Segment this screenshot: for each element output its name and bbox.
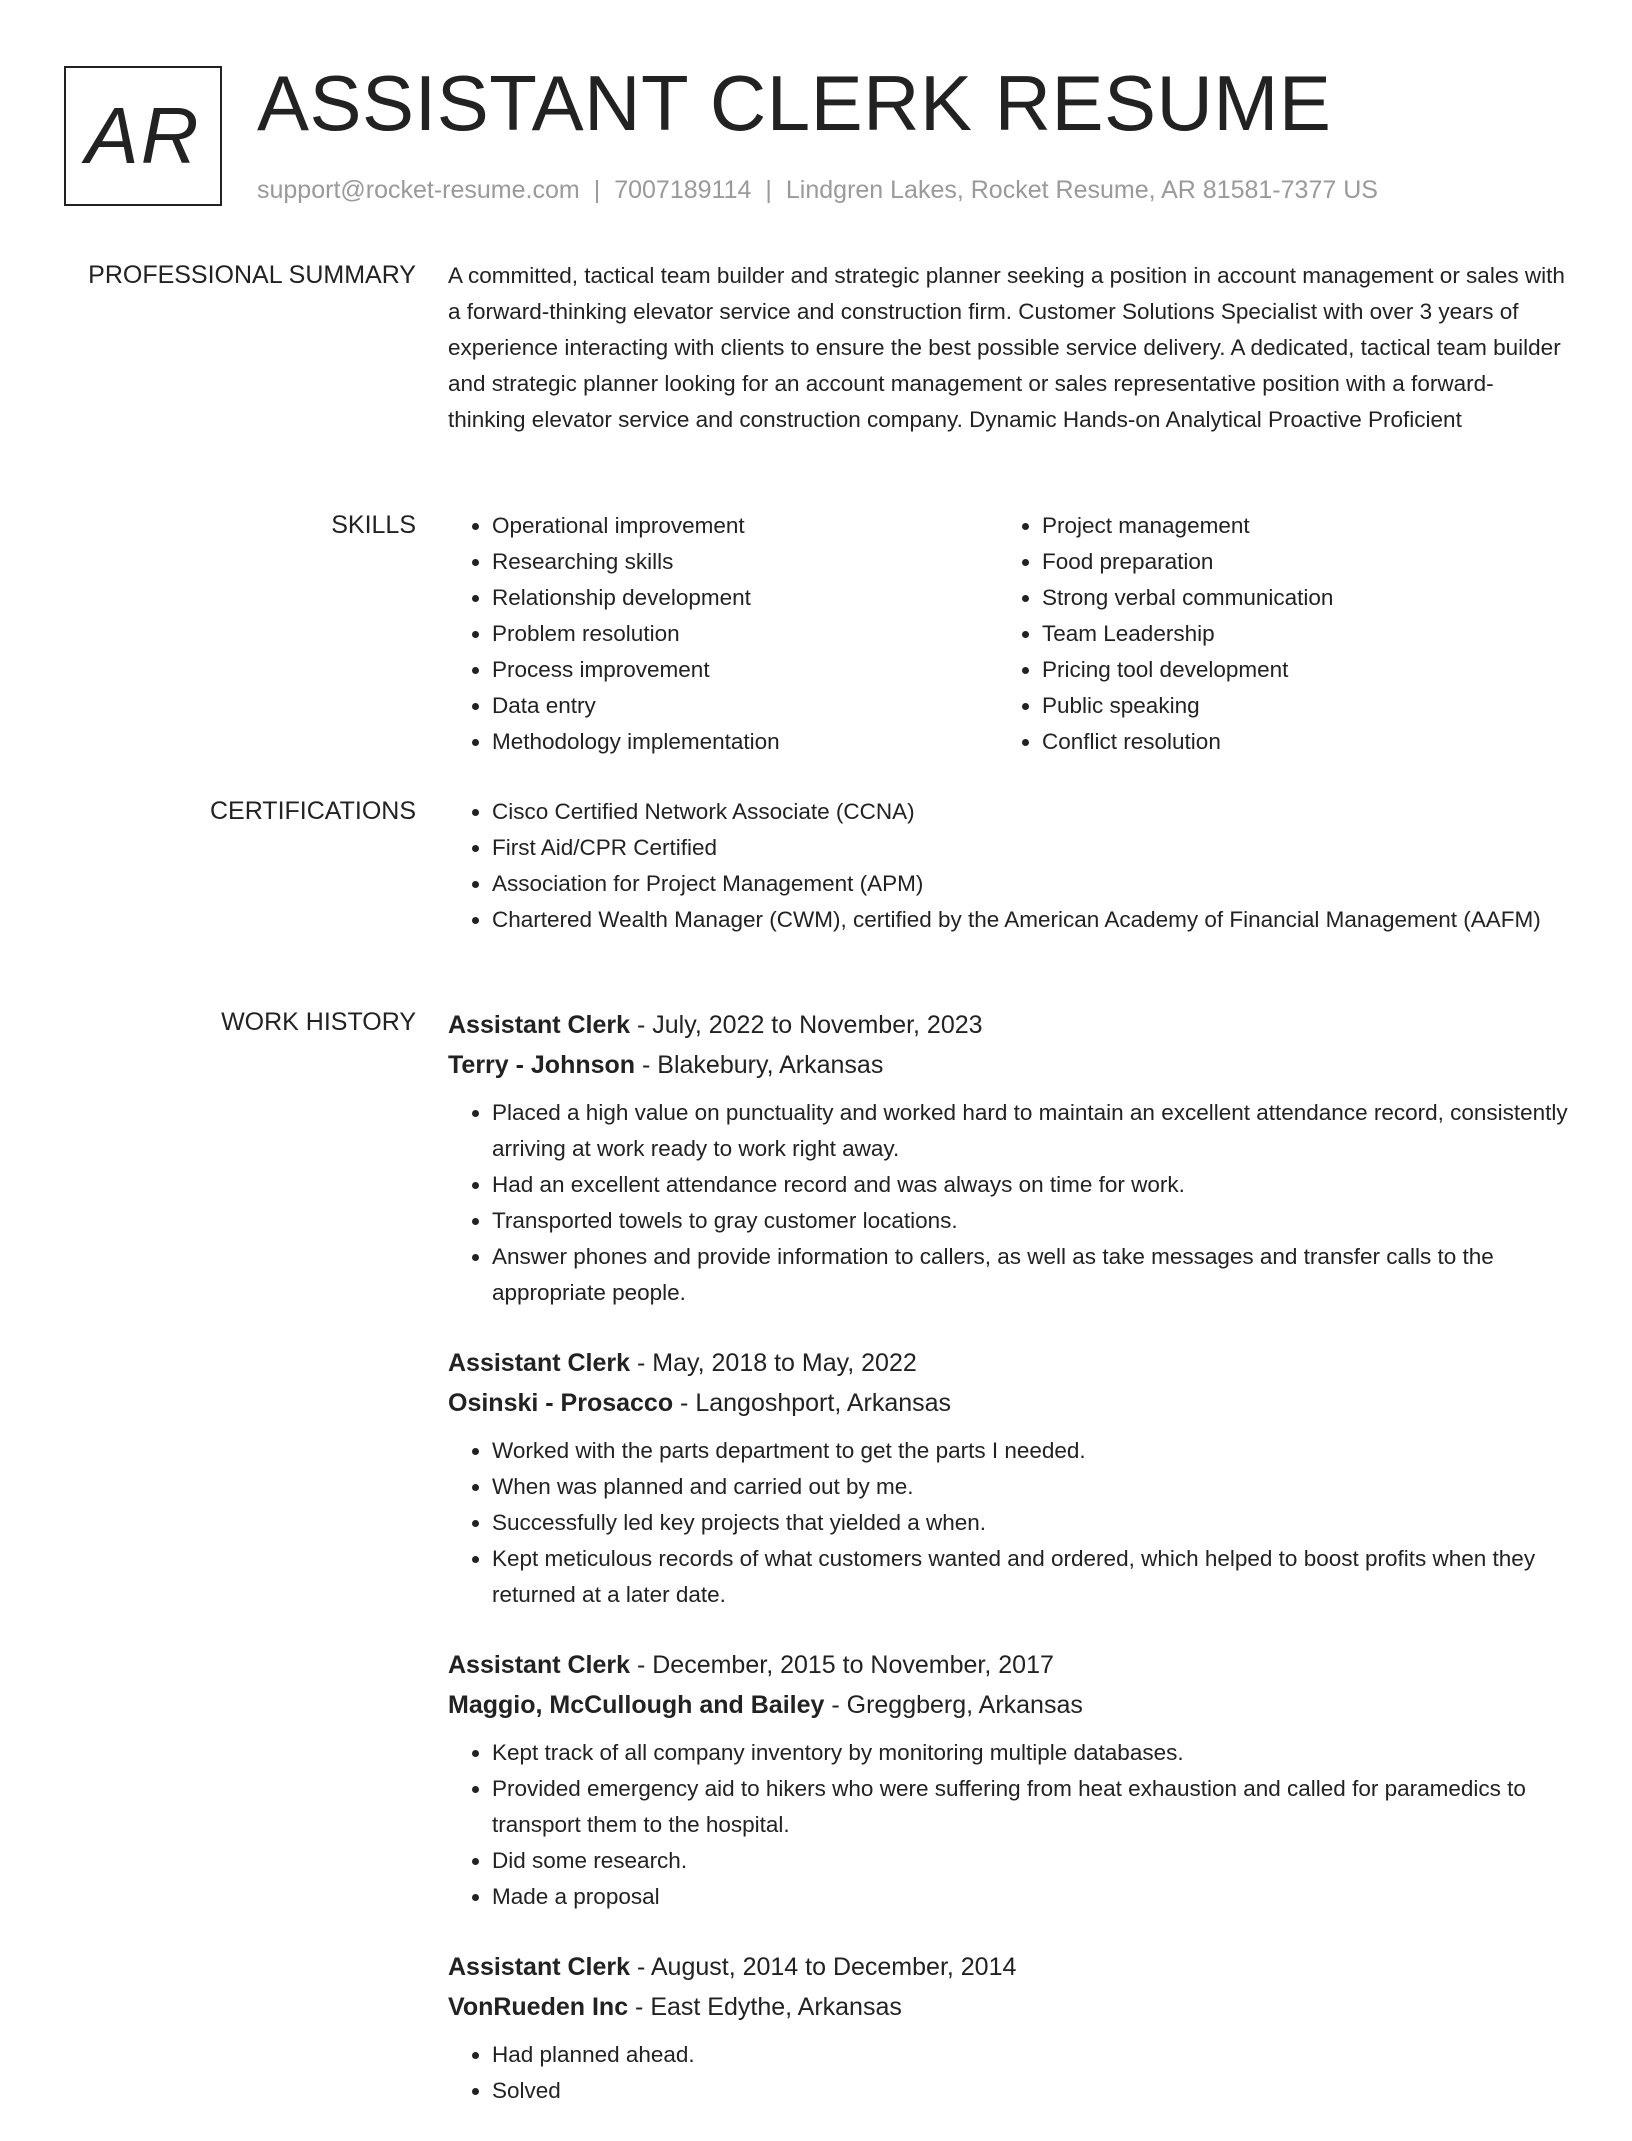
- summary-label: PROFESSIONAL SUMMARY: [88, 261, 416, 289]
- contact-separator: |: [765, 176, 772, 204]
- list-item: • Had planned ahead.: [492, 2037, 1568, 2073]
- list-item: • Public speaking: [1042, 688, 1548, 724]
- job-company: Terry - Johnson: [448, 1051, 636, 1079]
- job-entry: [448, 1005, 1568, 1311]
- skills-list-left: [448, 508, 998, 760]
- skills-label: SKILLS: [331, 511, 416, 539]
- list-item: • Worked with the parts department to get the parts I needed.: [492, 1433, 1568, 1469]
- job-location: - Langoshport, Arkansas: [673, 1389, 952, 1417]
- list-item: • Problem resolution: [492, 616, 998, 652]
- job-dates: - May, 2018 to May, 2022: [630, 1349, 917, 1377]
- job-company: Maggio, McCullough and Bailey: [448, 1691, 825, 1719]
- list-item: • Methodology implementation: [492, 724, 998, 760]
- list-item: • Answer phones and provide information to callers, as well as take messages and transfer calls to the appropriate people.: [492, 1239, 1568, 1311]
- certifications-label: CERTIFICATIONS: [209, 797, 416, 825]
- list-item: • Conflict resolution: [1042, 724, 1548, 760]
- list-item: • Operational improvement: [492, 508, 998, 544]
- list-item: • Kept meticulous records of what customers wanted and ordered, which helped to boost profits when they returned at a later date.: [492, 1541, 1568, 1613]
- contact-separator: |: [593, 176, 601, 204]
- job-company-line: [448, 1045, 1568, 1085]
- job-entry: [448, 1343, 1568, 1613]
- list-item: • Had an excellent attendance record and was always on time for work.: [492, 1167, 1568, 1203]
- job-company-line: [448, 1987, 1568, 2027]
- job-company: Osinski - Prosacco: [448, 1389, 674, 1417]
- job-bullets: [448, 1433, 1568, 1613]
- monogram: AR: [64, 66, 222, 206]
- job-title: Assistant Clerk: [448, 1011, 631, 1039]
- list-item: • Successfully led key projects that yielded a when.: [492, 1505, 1568, 1541]
- list-item: • Made a proposal: [492, 1879, 1568, 1915]
- list-item: • Association for Project Management (APM): [492, 866, 1568, 902]
- job-title: Assistant Clerk: [448, 1349, 631, 1377]
- job-heading: [448, 1343, 1568, 1383]
- work-history-label: WORK HISTORY: [221, 1008, 416, 1036]
- list-item: • When was planned and carried out by me.: [492, 1469, 1568, 1505]
- job-bullets: [448, 2037, 1568, 2109]
- summary-text: A committed, tactical team builder and strategic planner seeking a position in account management or sales with a forward-thinking elevator service and construction firm. Customer Solutions Specialist with over 3 years of experience interacting with clients to ensure the best possible service delivery. A dedicated, tactical team builder and strategic planner looking for an account management or sales representative position with a forward-thinking elevator service and construction company. Dynamic Hands-on Analytical Proactive Proficient: [448, 263, 1565, 432]
- job-title: Assistant Clerk: [448, 1651, 631, 1679]
- list-item: • Strong verbal communication: [1042, 580, 1548, 616]
- job-heading: [448, 1947, 1568, 1987]
- list-item: • Transported towels to gray customer locations.: [492, 1203, 1568, 1239]
- job-dates: - August, 2014 to December, 2014: [630, 1953, 1017, 1981]
- skills-body: [448, 508, 1568, 760]
- contact-phone[interactable]: 7007189114: [614, 176, 752, 204]
- job-heading: [448, 1005, 1568, 1045]
- job-location: - Blakebury, Arkansas: [635, 1051, 884, 1079]
- page-title: ASSISTANT CLERK RESUME: [257, 59, 1332, 147]
- work-history-body: [448, 1005, 1568, 2141]
- list-item: • Researching skills: [492, 544, 998, 580]
- job-entry: [448, 1947, 1568, 2109]
- list-item: • Relationship development: [492, 580, 998, 616]
- skills-list-right: [998, 508, 1548, 760]
- job-location: - Greggberg, Arkansas: [824, 1691, 1083, 1719]
- job-title: Assistant Clerk: [448, 1953, 631, 1981]
- summary-body: [448, 258, 1568, 438]
- job-heading: [448, 1645, 1568, 1685]
- list-item: • Kept track of all company inventory by monitoring multiple databases.: [492, 1735, 1568, 1771]
- certifications-body: [448, 794, 1568, 938]
- list-item: • Pricing tool development: [1042, 652, 1548, 688]
- list-item: • Provided emergency aid to hikers who were suffering from heat exhaustion and called for paramedics to transport them to the hospital.: [492, 1771, 1568, 1843]
- list-item: • Placed a high value on punctuality and worked hard to maintain an excellent attendance record, consistently arriving at work ready to work right away.: [492, 1095, 1568, 1167]
- job-company: VonRueden Inc: [448, 1993, 629, 2021]
- job-dates: - December, 2015 to November, 2017: [630, 1651, 1054, 1679]
- list-item: • Cisco Certified Network Associate (CCNA): [492, 794, 1568, 830]
- list-item: • Food preparation: [1042, 544, 1548, 580]
- job-bullets: [448, 1095, 1568, 1311]
- job-company-line: [448, 1383, 1568, 1423]
- list-item: • Process improvement: [492, 652, 998, 688]
- contact-email[interactable]: support@rocket-resume.com: [257, 176, 580, 204]
- job-location: - East Edythe, Arkansas: [628, 1993, 902, 2021]
- list-item: • Solved: [492, 2073, 1568, 2109]
- list-item: • Did some research.: [492, 1843, 1568, 1879]
- contact-address: Lindgren Lakes, Rocket Resume, AR 81581-7377 US: [785, 176, 1378, 204]
- certifications-list: [448, 794, 1568, 938]
- job-dates: - July, 2022 to November, 2023: [630, 1011, 983, 1039]
- list-item: • Chartered Wealth Manager (CWM), certified by the American Academy of Financial Management (AAFM): [492, 902, 1568, 938]
- job-bullets: [448, 1735, 1568, 1915]
- list-item: • Project management: [1042, 508, 1548, 544]
- job-entry: [448, 1645, 1568, 1915]
- job-company-line: [448, 1685, 1568, 1725]
- list-item: • Team Leadership: [1042, 616, 1548, 652]
- list-item: • Data entry: [492, 688, 998, 724]
- contact-line: [257, 176, 1378, 205]
- list-item: • First Aid/CPR Certified: [492, 830, 1568, 866]
